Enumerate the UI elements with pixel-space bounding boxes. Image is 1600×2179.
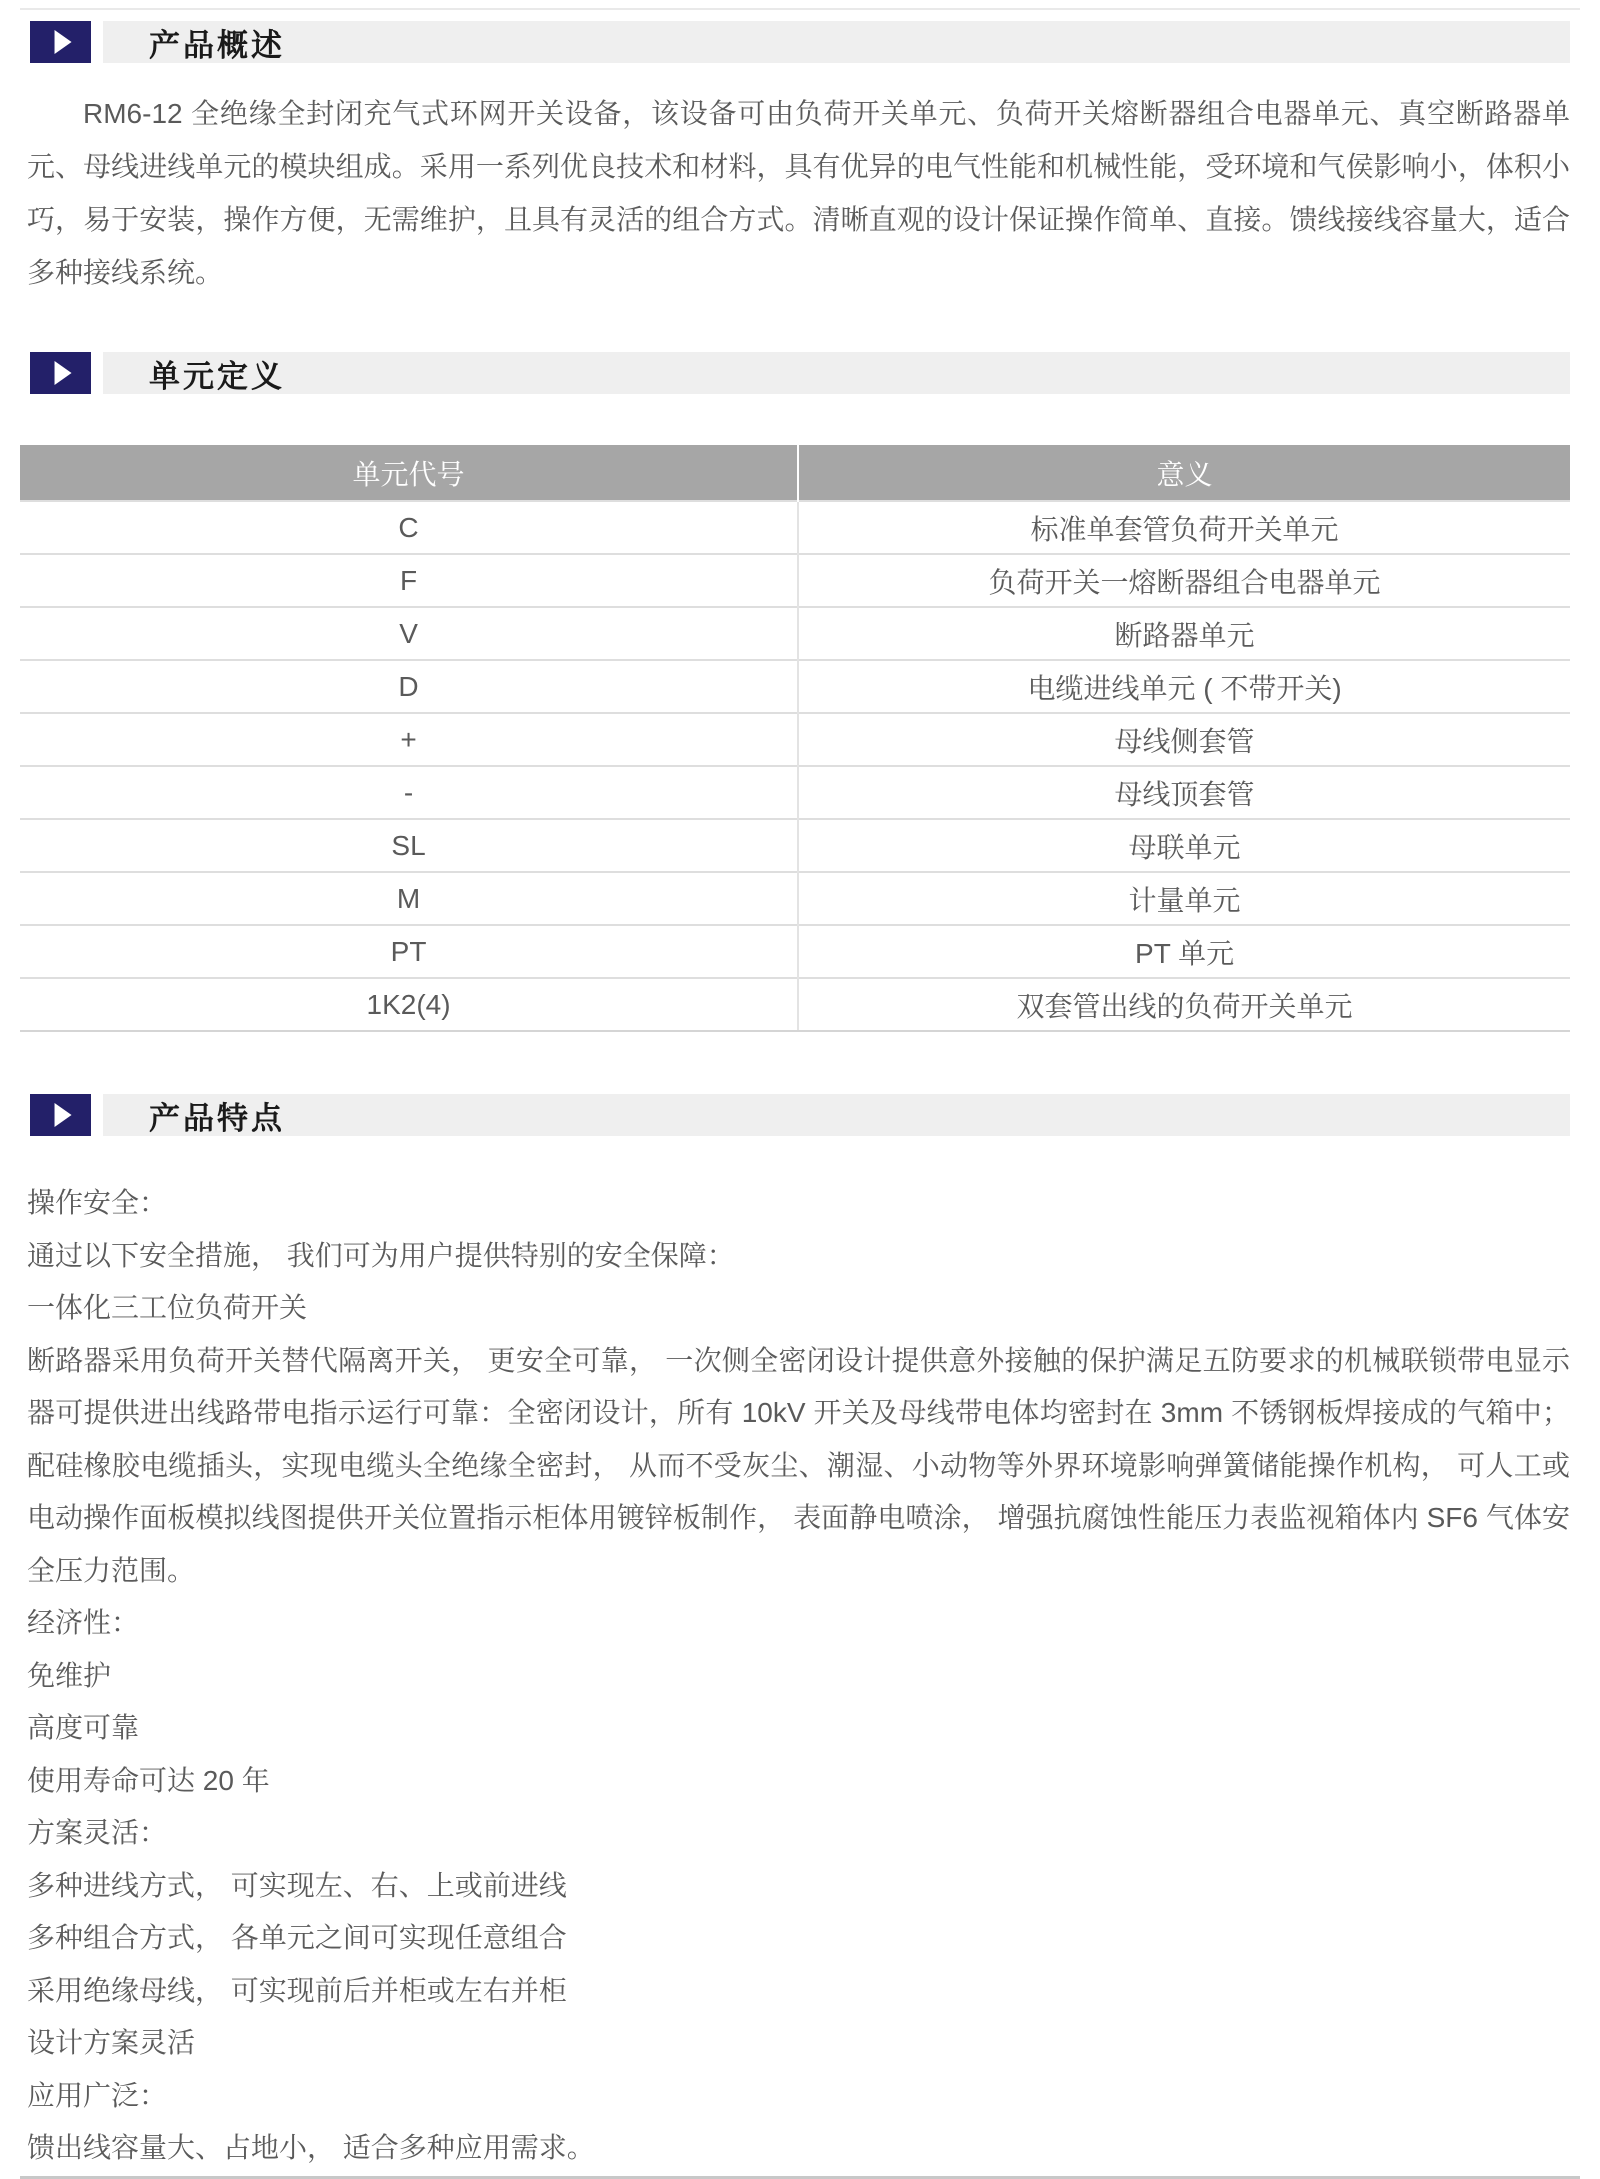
unit-code-cell: + (20, 713, 798, 766)
table-header-row (20, 445, 1570, 501)
feature-line: 一体化三工位负荷开关 (27, 1292, 308, 1323)
feature-line: 应用广泛： (27, 2079, 168, 2111)
unit-code-cell: PT (20, 925, 798, 978)
section-title-features: 产品特点 (103, 1094, 1570, 1136)
unit-definition-table (20, 445, 1570, 1032)
feature-line: 多种组合方式， 各单元之间可实现任意组合 (27, 1922, 567, 1953)
unit-code-cell: F (20, 554, 798, 607)
unit-meaning-cell: 母联单元 (798, 819, 1570, 872)
unit-table-body (20, 501, 1570, 1031)
feature-line: 经济性： (27, 1607, 140, 1638)
table-row (20, 713, 1570, 766)
unit-code-cell: C (20, 501, 798, 554)
play-arrow-icon (54, 30, 71, 54)
feature-line: 多种进线方式， 可实现左、右、上或前进线 (27, 1869, 567, 1901)
table-row (20, 501, 1570, 554)
features-text (27, 1177, 1570, 2175)
feature-line: 采用绝缘母线， 可实现前后并柜或左右并柜 (27, 1974, 567, 2006)
feature-line: 操作安全： (27, 1187, 168, 1218)
feature-line: 高度可靠 (27, 1712, 140, 1743)
unit-meaning-cell: 标准单套管负荷开关单元 (798, 501, 1570, 554)
unit-meaning-cell: PT 单元 (798, 925, 1570, 978)
feature-line: 设计方案灵活 (27, 2027, 196, 2058)
column-header-code: 单元代号 (20, 445, 798, 501)
feature-line: 免维护 (27, 1659, 112, 1691)
section-title-unit-definition: 单元定义 (103, 352, 1570, 394)
section-marker (30, 352, 91, 394)
feature-line: 通过以下安全措施， 我们可为用户提供特别的安全保障： (27, 1239, 735, 1271)
unit-code-cell: D (20, 660, 798, 713)
unit-meaning-cell: 电缆进线单元 ( 不带开关) (798, 660, 1570, 713)
unit-code-cell: SL (20, 819, 798, 872)
unit-meaning-cell: 断路器单元 (798, 607, 1570, 660)
section-marker (30, 1094, 91, 1136)
unit-meaning-cell: 双套管出线的负荷开关单元 (798, 978, 1570, 1031)
bottom-divider (20, 2176, 1580, 2179)
table-row (20, 766, 1570, 819)
section-header-overview (30, 21, 1570, 63)
table-row (20, 925, 1570, 978)
unit-code-cell: M (20, 872, 798, 925)
unit-code-cell: 1K2(4) (20, 978, 798, 1031)
play-arrow-icon (54, 1103, 71, 1127)
feature-line: 使用寿命可达 20 年 (27, 1764, 270, 1796)
unit-meaning-cell: 负荷开关一熔断器组合电器单元 (798, 554, 1570, 607)
table-row (20, 872, 1570, 925)
play-arrow-icon (54, 361, 71, 385)
table-row (20, 819, 1570, 872)
unit-code-cell: V (20, 607, 798, 660)
unit-meaning-cell: 计量单元 (798, 872, 1570, 925)
unit-meaning-cell: 母线侧套管 (798, 713, 1570, 766)
unit-meaning-cell: 母线顶套管 (798, 766, 1570, 819)
table-row (20, 978, 1570, 1031)
section-marker (30, 21, 91, 63)
feature-line: 馈出线容量大、占地小， 适合多种应用需求。 (27, 2132, 595, 2163)
table-row (20, 554, 1570, 607)
overview-paragraph: RM6-12 全绝缘全封闭充气式环网开关设备，该设备可由负荷开关单元、负荷开关熔断器组合电器单元、真空断路器单元、母线进线单元的模块组成。采用一系列优良技术和材料，具有优异的电气性能和机械性能，受环境和气侯影响小，体积小巧，易于安装，操作方便，无需维护，且具有灵活的组合方式。清晰直观的设计保证操作简单、直接。馈线接线容量大，适合多种接线系统。 (27, 98, 1570, 288)
column-header-meaning: 意义 (798, 445, 1570, 501)
unit-code-cell: - (20, 766, 798, 819)
feature-line: 断路器采用负荷开关替代隔离开关， 更安全可靠， 一次侧全密闭设计提供意外接触的保护满足五防要求的机械联锁带电显示器可提供进出线路带电指示运行可靠：全密闭设计，所有 10kV 开关及母线带电体均密封在 3mm 不锈钢板焊接成的气箱中；配硅橡胶电缆插头，实现电缆头全绝缘全密封， 从而不受灰尘、潮湿、小动物等外界环境影响弹簧储能操作机构， 可人工或电动操作面板模拟线图提供开关位置指示柜体用镀锌板制作， 表面静电喷涂， 增强抗腐蚀性能压力表监视箱体内 SF6 气体安全压力范围。 (27, 1344, 1570, 1586)
table-row (20, 660, 1570, 713)
section-header-unit-definition (30, 352, 1570, 394)
top-divider (20, 8, 1580, 10)
unit-table-head (20, 445, 1570, 501)
table-row (20, 607, 1570, 660)
section-header-features (30, 1094, 1570, 1136)
section-title-overview: 产品概述 (103, 21, 1570, 63)
feature-line: 方案灵活： (27, 1817, 168, 1848)
